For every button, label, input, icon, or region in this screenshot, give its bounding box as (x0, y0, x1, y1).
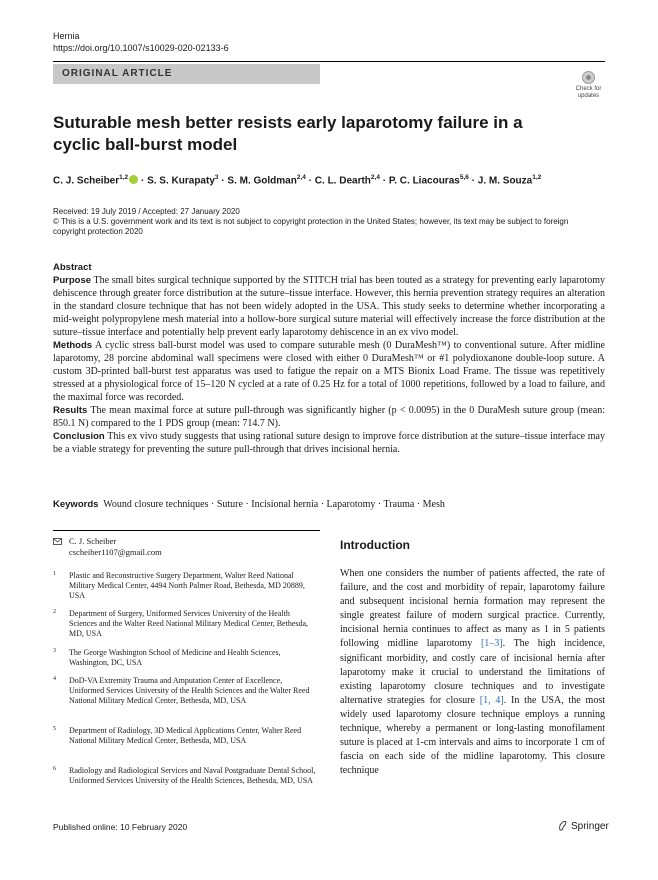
envelope-icon (53, 538, 62, 545)
published-online-date: Published online: 10 February 2020 (53, 822, 188, 832)
check-updates-line2: updates (577, 93, 600, 99)
author-name[interactable]: C. J. Scheiber (53, 175, 120, 187)
author-name[interactable]: C. L. Dearth (314, 175, 371, 187)
author-affiliation-ref: 1,2 (532, 174, 542, 181)
abstract-heading: Abstract (53, 262, 92, 273)
methods-text: A cyclic stress ball-burst model was used to compare suturable mesh (0 DuraMesh™) to conventional suture. After midline laparotomy, 28 porcine abdominal wall specimens were closed with either 0 DuraMesh™ or #1 polydioxanone double-loop suture. A custom 3D-printed ball-burst test apparatus was used to fatigue the repair on a MTS Bionix Load Frame. The tissue was repetitively stressed at a physiological force of 15–120 N cycled at a rate of 0.25 Hz for a total of 1000 repetitions, followed by a load to failure, and the maximal force was recorded. (53, 340, 605, 403)
author-name[interactable]: J. M. Souza (477, 175, 533, 187)
methods-label: Methods (53, 340, 93, 351)
affiliation-number: 1 (53, 571, 56, 577)
footnote-rule (53, 530, 320, 531)
article-title: Suturable mesh better resists early laparotomy failure in a cyclic ball-burst model (53, 113, 523, 154)
citation-link[interactable]: [1–3] (480, 638, 503, 650)
author-affiliation-ref: 2,4 (296, 174, 306, 181)
article-type-bar (53, 64, 320, 84)
intro-text-1: When one considers the number of patients affected, the rate of failure, and the cost and morbidity of repair, laparotomy failure and subsequent incisional hernia formation may represent the single greatest failure of modern surgical practice. Currently, incisional hernia continues to affect as many as 1 in 5 patients following midline laparotomy (340, 568, 605, 650)
doi-link[interactable]: https://doi.org/10.1007/s10029-020-02133-6 (53, 43, 229, 53)
journal-name: Hernia (53, 31, 80, 41)
intro-text-3: . In the USA, the most widely used laparotomy closure technique employs a running technique, whereby a permanent or long-lasting monofilament suture is placed at 1-cm intervals and aims to incorporate 1 cm of fascia on each side of the midline laparotomy. This closure technique (340, 694, 606, 777)
affiliation-text: Plastic and Reconstructive Surgery Department, Walter Reed National Military Medical Center, 4494 North Palmer Road, Bethesda, MD 20889, USA (69, 571, 305, 601)
citation-link[interactable]: [1, 4] (479, 694, 504, 706)
affiliation-text: Department of Surgery, Uniformed Services University of the Health Sciences and the Walter Reed National Military Medical Center, Bethesda, MD, USA (69, 609, 309, 639)
author-name[interactable]: P. C. Liacouras (388, 175, 460, 187)
keywords-text: Wound closure techniques · Suture · Incisional hernia · Laparotomy · Trauma · Mesh (103, 499, 445, 510)
check-updates-icon (582, 71, 595, 84)
conclusion-label: Conclusion (53, 431, 105, 442)
author-affiliation-ref: 2,4 (370, 174, 380, 181)
results-text: The mean maximal force at suture pull-through was significantly higher (p < 0.0095) in the 0 DuraMesh suture group (mean: 850.1 N) compared to the 1 PDS group (mean: 714.7 N). (53, 405, 605, 429)
conclusion-text: This ex vivo study suggests that using rational suture design to improve force distribution at the suture–tissue interface may be a viable strategy for preventing the suture pull-through that drives incisional hernia. (53, 431, 605, 455)
affiliation-number: 2 (53, 609, 56, 615)
purpose-text: The small bites surgical technique supported by the STITCH trial has been touted as a strategy for preventing early laparotomy dehiscence through greater force distribution at the suture–tissue interface. However, this hernia prevention strategy requires an alteration in the standard closure technique that has not been widely adopted in the USA. This study seeks to determine whether incorporating a mid-weight polypropylene mesh material into a hollow-bore surgical suture material will effectively increase the force distribution at the suture–tissue interface and potentially help prevent early laparotomy dehiscence in an ex vivo model. (53, 275, 606, 338)
header-rule (53, 61, 605, 62)
abstract-body (53, 274, 605, 456)
affiliation-number: 4 (53, 676, 56, 682)
affiliation-number: 6 (53, 766, 56, 772)
author-name[interactable]: S. S. Kurapaty (147, 175, 215, 187)
keywords (53, 498, 605, 511)
author-affiliation-ref: 1,2 (119, 174, 129, 181)
author-list: C. J. Scheiber$^{1,2}$ · S. S. Kurapaty$^3$ · S. M. Goldman$^{2,4}$ · C. L. Dearth$^{2,4}$ · P. C. Liacouras$^{5,6}$ · J. M. Souza$^{1,2}$ (53, 174, 542, 187)
results-label: Results (53, 405, 88, 416)
purpose-label: Purpose (53, 275, 92, 286)
article-type-label: ORIGINAL ARTICLE (62, 68, 173, 79)
affiliation-text: DoD-VA Extremity Trauma and Amputation Center of Excellence, Uniformed Services University of the Health Sciences and the Walter Reed National Military Medical Center, Bethesda, MD, USA (69, 676, 310, 706)
publisher-logo (558, 820, 609, 832)
introduction-heading: Introduction (340, 538, 410, 552)
check-for-updates-badge[interactable] (572, 70, 605, 102)
corresponding-author-name: C. J. Scheiber (69, 536, 117, 546)
keywords-label: Keywords (53, 499, 99, 510)
introduction-body (340, 567, 605, 778)
affiliation-number: 5 (53, 726, 56, 732)
received-accepted-dates: Received: 19 July 2019 / Accepted: 27 January 2020 (53, 207, 240, 216)
check-updates-line1: Check for (575, 86, 602, 92)
corresponding-author-email[interactable]: cscheiber1107@gmail.com (69, 547, 162, 557)
affiliation-text: Department of Radiology, 3D Medical Applications Center, Walter Reed National Military Medical Center, Bethesda, MD, USA (69, 726, 302, 746)
intro-text-2: . The high incidence, significant morbidity, and costly care of incisional hernia after laparotomy make it crucial to understand the limitations of existing laparotomy closure techniques and to investigate alternative strategies for closure (340, 638, 606, 706)
publisher-name: Springer (571, 821, 609, 832)
orcid-icon[interactable] (129, 175, 138, 184)
affiliation-text: The George Washington School of Medicine and Health Sciences, Washington, DC, USA (69, 648, 281, 668)
author-affiliation-ref: 3 (214, 174, 219, 181)
author-affiliation-ref: 5,6 (459, 174, 469, 181)
author-name[interactable]: S. M. Goldman (227, 175, 297, 187)
affiliation-number: 3 (53, 648, 56, 654)
affiliation-text: Radiology and Radiological Services and Naval Postgraduate Dental School, Uniformed Services University of the Health Sciences, Bethesda, MD, USA (69, 766, 316, 786)
copyright-notice: © This is a U.S. government work and its text is not subject to copyright protection in the United States; however, its text may be subject to foreign copyright protection 2020 (53, 217, 569, 236)
springer-horse-icon (558, 820, 568, 831)
